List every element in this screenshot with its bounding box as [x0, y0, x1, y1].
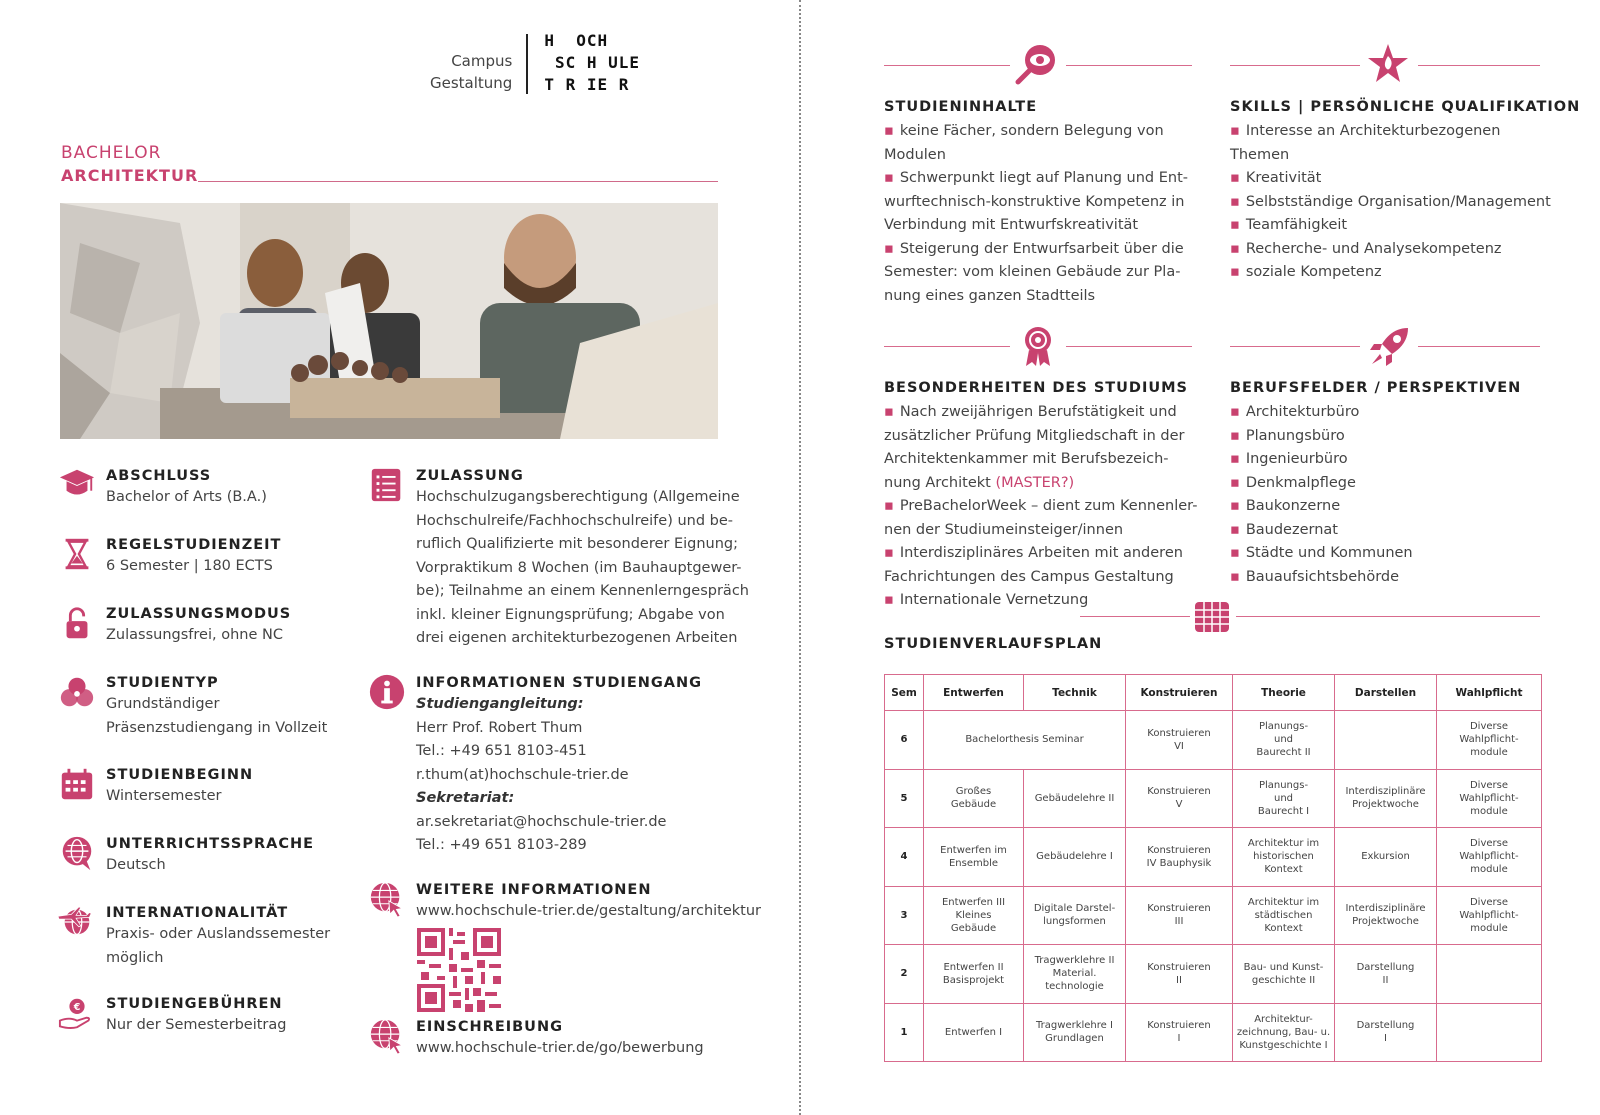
besonderheiten-heading: BESONDERHEITEN DES STUDIUMS	[884, 380, 1189, 396]
graduation-cap-icon	[58, 466, 96, 504]
studienbeginn-heading: STUDIENBEGINN	[106, 767, 254, 783]
table-row	[885, 769, 1542, 828]
besonderheiten-item1-line2: zusätzlicher Prüfung Mitgliedschaft in der	[884, 427, 1185, 444]
besonderheiten-item1-line4	[884, 472, 1224, 496]
skills-item6: soziale Kompetenz	[1245, 264, 1382, 280]
besonderheiten-item3-line2: Fachrichtungen des Campus Gestaltung	[884, 568, 1174, 585]
skills-item5: Recherche- und Analysekompetenz	[1245, 240, 1502, 257]
cell-entwerfen: Entwerfen I	[924, 1003, 1024, 1062]
studieninhalte-heading: STUDIENINHALTE	[884, 99, 1038, 115]
divider-studieninhalte-right	[1066, 65, 1192, 66]
studiengebuehren-value: Nur der Semesterbeitrag	[106, 1017, 287, 1033]
cell-wahlpflicht: Diverse Wahlpflicht- module	[1437, 886, 1542, 945]
studieninhalte-item2-line1: Schwerpunkt liegt auf Planung und Ent-	[899, 170, 1188, 186]
section-skills	[1230, 97, 1590, 285]
cell-darstellen: Exkursion	[1335, 828, 1437, 887]
zulassung-line3: ruflich Qualifizierte mit besonderer Eignung;	[416, 536, 739, 552]
internationalitaet-heading: INTERNATIONALITÄT	[106, 905, 289, 921]
zulassung-line4: Vorpraktikum 8 Wochen (im Bauhauptgewer-	[416, 559, 742, 576]
studieninhalte-item2-line2: wurftechnisch-konstruktive Kompetenz in	[884, 193, 1185, 210]
cell-wahlpflicht: Diverse Wahlpflicht- module	[1437, 828, 1542, 887]
cell-entwerfen: Entwerfen III Kleines Gebäude	[924, 886, 1024, 945]
studientyp-line1: Grundständiger	[106, 696, 220, 712]
studienverlaufsplan-heading: STUDIENVERLAUFSPLAN	[884, 636, 1103, 652]
cell-konstruieren: Konstruieren VI	[1126, 711, 1233, 770]
circles-icon	[58, 673, 96, 711]
cell-technik: Tragwerklehre I Grundlagen	[1024, 1003, 1126, 1062]
globe-cursor-icon	[368, 880, 406, 918]
studientyp-line2: Präsenzstudiengang in Vollzeit	[106, 719, 328, 736]
besonderheiten-item: ▪ Internationale Vernetzung	[884, 592, 1089, 608]
title-rule	[198, 181, 718, 182]
award-badge-icon	[1016, 324, 1060, 368]
studieninhalte-item: ▪ Schwerpunkt liegt auf Planung und Ent-	[884, 170, 1188, 186]
divider-berufsfelder-left	[1230, 346, 1360, 347]
besonderheiten-item1-line1: Nach zweijährigen Berufstätigkeit und	[899, 404, 1177, 420]
cell-sem: 3	[885, 886, 924, 945]
logo-campus-line2: Gestaltung	[430, 74, 513, 92]
studiengebuehren-heading: STUDIENGEBÜHREN	[106, 996, 283, 1012]
leitung-name: Herr Prof. Robert Thum	[416, 719, 583, 736]
logo-word-line3: T R IE R	[544, 75, 630, 94]
leitung-email[interactable]: r.thum(at)hochschule-trier.de	[416, 766, 629, 783]
cell-entwerfen: Großes Gebäude	[924, 769, 1024, 828]
berufsfelder-item: ▪ Denkmalpflege	[1230, 474, 1356, 491]
berufsfelder-item-text: Ingenieurbüro	[1245, 451, 1348, 467]
rocket-icon	[1368, 324, 1412, 368]
berufsfelder-item: ▪ Bauaufsichtsbehörde	[1230, 568, 1400, 585]
svg-text:€: €	[73, 1002, 81, 1014]
cell-theorie: Architektur- zeichnung, Bau- u. Kunstgeschichte I	[1233, 1003, 1335, 1062]
hochschule-trier-logo	[430, 30, 640, 92]
skills-item1-line2: Themen	[1230, 146, 1290, 163]
cell-sem: 5	[885, 769, 924, 828]
eye-magnifier-icon	[1014, 42, 1058, 86]
table-row	[885, 945, 1542, 1004]
zulassung-line1: Hochschulzugangsberechtigung (Allgemeine	[416, 489, 740, 505]
studieninhalte-item3-line2: Semester: vom kleinen Gebäude zur Pla-	[884, 264, 1181, 280]
berufsfelder-item-text: Bauaufsichtsbehörde	[1245, 568, 1400, 585]
unterrichtssprache-value: Deutsch	[106, 857, 166, 873]
section-berufsfelder	[1230, 378, 1570, 589]
cell-darstellen: Darstellung II	[1335, 945, 1437, 1004]
sekretariat-label: Sekretariat:	[416, 790, 515, 806]
studieninhalte-item1-line2: Modulen	[884, 146, 946, 163]
studieninhalte-item: ▪ keine Fächer, sondern Belegung von	[884, 123, 1164, 139]
zulassung-line6: inkl. kleiner Eignungsprüfung; Abgabe von	[416, 606, 725, 623]
skills-item: ▪ Teamfähigkeit	[1230, 217, 1348, 233]
berufsfelder-item: ▪ Städte und Kommunen	[1230, 545, 1413, 561]
divider-plan-right	[1236, 616, 1540, 617]
berufsfelder-item: ▪ Baukonzerne	[1230, 498, 1341, 514]
skills-item: ▪ Kreativität	[1230, 170, 1322, 186]
cell-wahlpflicht	[1437, 945, 1542, 1004]
col-theorie: Theorie	[1233, 675, 1335, 711]
cell-entwerfen: Entwerfen II Basisprojekt	[924, 945, 1024, 1004]
internationalitaet-line1: Praxis- oder Auslandssemester	[106, 926, 331, 942]
cell-theorie: Architektur im städtischen Kontext	[1233, 886, 1335, 945]
degree-label: BACHELOR	[61, 143, 162, 163]
globe-cursor-icon	[368, 1017, 406, 1055]
besonderheiten-item1-line4-text: nung Architekt	[884, 474, 996, 491]
skills-item4: Teamfähigkeit	[1245, 217, 1348, 233]
berufsfelder-heading: BERUFSFELDER / PERSPEKTIVEN	[1230, 380, 1522, 396]
cell-darstellen	[1335, 711, 1437, 770]
studieninhalte-item1-line1: keine Fächer, sondern Belegung von	[899, 123, 1164, 139]
info-icon	[368, 673, 406, 711]
zulassung-line5: be); Teilnahme an einem Kennenlerngespräch	[416, 583, 749, 599]
logo-word-line1: H OCH	[544, 31, 609, 50]
speech-globe-icon	[58, 834, 96, 872]
besonderheiten-item: ▪ Interdisziplinäres Arbeiten mit anderen	[884, 545, 1183, 561]
col-technik: Technik	[1024, 675, 1126, 711]
weitere-url[interactable]: www.hochschule-trier.de/gestaltung/architektur	[416, 903, 762, 919]
cell-konstruieren: Konstruieren IV Bauphysik	[1126, 828, 1233, 887]
students-photo	[60, 203, 718, 439]
checklist-icon	[368, 466, 406, 504]
regelstudienzeit-heading: REGELSTUDIENZEIT	[106, 537, 282, 553]
studiengangleitung-label: Studiengangleitung:	[416, 696, 584, 712]
besonderheiten-item: ▪ Nach zweijährigen Berufstätigkeit und	[884, 404, 1177, 420]
cell-entwerfen-technik: Bachelorthesis Seminar	[924, 711, 1126, 770]
berufsfelder-item-text: Städte und Kommunen	[1245, 545, 1413, 561]
divider-studieninhalte-left	[884, 65, 1010, 66]
divider-skills-right	[1418, 65, 1540, 66]
weitere-heading: WEITERE INFORMATIONEN	[416, 882, 652, 898]
cell-darstellen: Darstellung I	[1335, 1003, 1437, 1062]
cell-sem: 2	[885, 945, 924, 1004]
abschluss-heading: ABSCHLUSS	[106, 468, 212, 484]
berufsfelder-item-text: Baudezernat	[1245, 521, 1338, 538]
besonderheiten-item2-line2: nen der Studiumeinsteiger/innen	[884, 521, 1124, 538]
leitung-phone[interactable]: Tel.: +49 651 8103-451	[416, 743, 587, 759]
skills-item1-line1: Interesse an Architekturbezogenen	[1245, 123, 1501, 139]
col-darstellen: Darstellen	[1335, 675, 1437, 711]
zulassung-line7: drei eigenen architekturbezogenen Arbeiten	[416, 630, 738, 646]
skills-item: ▪ Selbstständige Organisation/Management	[1230, 193, 1551, 210]
regelstudienzeit-value: 6 Semester | 180 ECTS	[106, 558, 273, 574]
master-highlight: (MASTER?)	[995, 474, 1075, 491]
table-row	[885, 711, 1542, 770]
cell-wahlpflicht: Diverse Wahlpflicht- module	[1437, 711, 1542, 770]
logo-word-line2: SC H ULE	[544, 53, 641, 72]
cell-konstruieren: Konstruieren II	[1126, 945, 1233, 1004]
internationalitaet-line2: möglich	[106, 949, 164, 966]
divider-berufsfelder-right	[1418, 346, 1540, 347]
besonderheiten-item: ▪ PreBachelorWeek – dient zum Kennenler-	[884, 498, 1198, 514]
cell-theorie: Architektur im historischen Kontext	[1233, 828, 1335, 887]
divider-skills-left	[1230, 65, 1360, 66]
studieninhalte-item3-line3: nung eines ganzen Stadtteils	[884, 287, 1096, 304]
cell-konstruieren: Konstruieren V	[1126, 769, 1233, 828]
skills-item: ▪ Interesse an Architekturbezogenen	[1230, 123, 1501, 139]
cell-technik: Gebäudelehre I	[1024, 828, 1126, 887]
star-flame-icon	[1366, 42, 1410, 86]
globe-plane-icon	[58, 903, 96, 941]
besonderheiten-item4: Internationale Vernetzung	[899, 592, 1089, 608]
cell-konstruieren: Konstruieren I	[1126, 1003, 1233, 1062]
col-entwerfen: Entwerfen	[924, 675, 1024, 711]
studientyp-heading: STUDIENTYP	[106, 675, 219, 691]
table-header-row	[885, 675, 1542, 711]
table-row	[885, 828, 1542, 887]
hand-coin-icon	[58, 994, 96, 1032]
logo-wordmark	[528, 30, 640, 92]
qr-code[interactable]	[416, 928, 502, 1012]
unterrichtssprache-heading: UNTERRICHTSSPRACHE	[106, 836, 315, 852]
skills-item: ▪ Recherche- und Analysekompetenz	[1230, 240, 1502, 257]
studienbeginn-value: Wintersemester	[106, 788, 222, 804]
divider-besonderheiten-left	[884, 346, 1010, 347]
zulassung-line2: Hochschulreife/Fachhochschulreife) und be-	[416, 512, 734, 529]
cell-darstellen: Interdisziplinäre Projektwoche	[1335, 886, 1437, 945]
berufsfelder-item-text: Baukonzerne	[1245, 498, 1341, 514]
grid-table-icon	[1195, 602, 1229, 632]
skills-item2: Kreativität	[1245, 170, 1322, 186]
berufsfelder-item: ▪ Architekturbüro	[1230, 404, 1360, 420]
section-besonderheiten	[884, 378, 1224, 613]
cell-theorie: Planungs- und Baurecht I	[1233, 769, 1335, 828]
berufsfelder-item-text: Architekturbüro	[1245, 404, 1360, 420]
col-wahlpflicht: Wahlpflicht	[1437, 675, 1542, 711]
informationen-heading: INFORMATIONEN STUDIENGANG	[416, 675, 703, 691]
abschluss-value: Bachelor of Arts (B.A.)	[106, 489, 267, 505]
program-title: ARCHITEKTUR	[61, 166, 199, 185]
skills-item: ▪ soziale Kompetenz	[1230, 264, 1382, 280]
logo-campus-line1: Campus	[451, 52, 513, 70]
cell-sem: 6	[885, 711, 924, 770]
cell-technik: Digitale Darstel- lungsformen	[1024, 886, 1126, 945]
zulassungsmodus-value: Zulassungsfrei, ohne NC	[106, 627, 283, 643]
studieninhalte-item2-line3: Verbindung mit Entwurfskreativität	[884, 217, 1139, 233]
berufsfelder-item-text: Denkmalpflege	[1245, 474, 1356, 491]
cell-technik: Tragwerklehre II Material. technologie	[1024, 945, 1126, 1004]
skills-item3: Selbstständige Organisation/Management	[1245, 193, 1551, 210]
zulassung-heading: ZULASSUNG	[416, 468, 524, 484]
cell-theorie: Planungs- und Baurecht II	[1233, 711, 1335, 770]
table-row	[885, 886, 1542, 945]
cell-wahlpflicht	[1437, 1003, 1542, 1062]
hourglass-icon	[58, 535, 96, 573]
zulassungsmodus-heading: ZULASSUNGSMODUS	[106, 606, 292, 622]
cell-konstruieren: Konstruieren III	[1126, 886, 1233, 945]
besonderheiten-item1-line3: Architektenkammer mit Berufsbezeich-	[884, 451, 1169, 467]
divider-plan-left	[1080, 616, 1190, 617]
padlock-icon	[58, 604, 96, 642]
besonderheiten-item2-line1: PreBachelorWeek – dient zum Kennenler-	[899, 498, 1198, 514]
cell-technik: Gebäudelehre II	[1024, 769, 1126, 828]
sekretariat-phone[interactable]: Tel.: +49 651 8103-289	[416, 837, 587, 853]
berufsfelder-item: ▪ Baudezernat	[1230, 521, 1338, 538]
table-row	[885, 1003, 1542, 1062]
calendar-icon	[58, 765, 96, 803]
section-studieninhalte	[884, 97, 1214, 308]
berufsfelder-item: ▪ Ingenieurbüro	[1230, 451, 1348, 467]
studienverlaufsplan-table	[884, 674, 1542, 1062]
sekretariat-email[interactable]: ar.sekretariat@hochschule-trier.de	[416, 813, 667, 830]
einschreibung-heading: EINSCHREIBUNG	[416, 1019, 563, 1035]
cell-entwerfen: Entwerfen im Ensemble	[924, 828, 1024, 887]
cell-sem: 4	[885, 828, 924, 887]
cell-sem: 1	[885, 1003, 924, 1062]
col-konstruieren: Konstruieren	[1126, 675, 1233, 711]
studieninhalte-item3-line1: Steigerung der Entwurfsarbeit über die	[899, 240, 1184, 257]
berufsfelder-item: ▪ Planungsbüro	[1230, 427, 1345, 444]
skills-heading: SKILLS | PERSÖNLICHE QUALIFIKATION	[1230, 99, 1581, 115]
einschreibung-url[interactable]: www.hochschule-trier.de/go/bewerbung	[416, 1040, 704, 1056]
logo-campus-text	[430, 30, 526, 92]
besonderheiten-item3-line1: Interdisziplinäres Arbeiten mit anderen	[899, 545, 1183, 561]
studieninhalte-item: ▪ Steigerung der Entwurfsarbeit über die	[884, 240, 1184, 257]
cell-wahlpflicht: Diverse Wahlpflicht- module	[1437, 769, 1542, 828]
col-sem: Sem	[885, 675, 924, 711]
divider-besonderheiten-right	[1066, 346, 1192, 347]
berufsfelder-item-text: Planungsbüro	[1245, 427, 1345, 444]
cell-darstellen: Interdisziplinäre Projektwoche	[1335, 769, 1437, 828]
cell-theorie: Bau- und Kunst- geschichte II	[1233, 945, 1335, 1004]
